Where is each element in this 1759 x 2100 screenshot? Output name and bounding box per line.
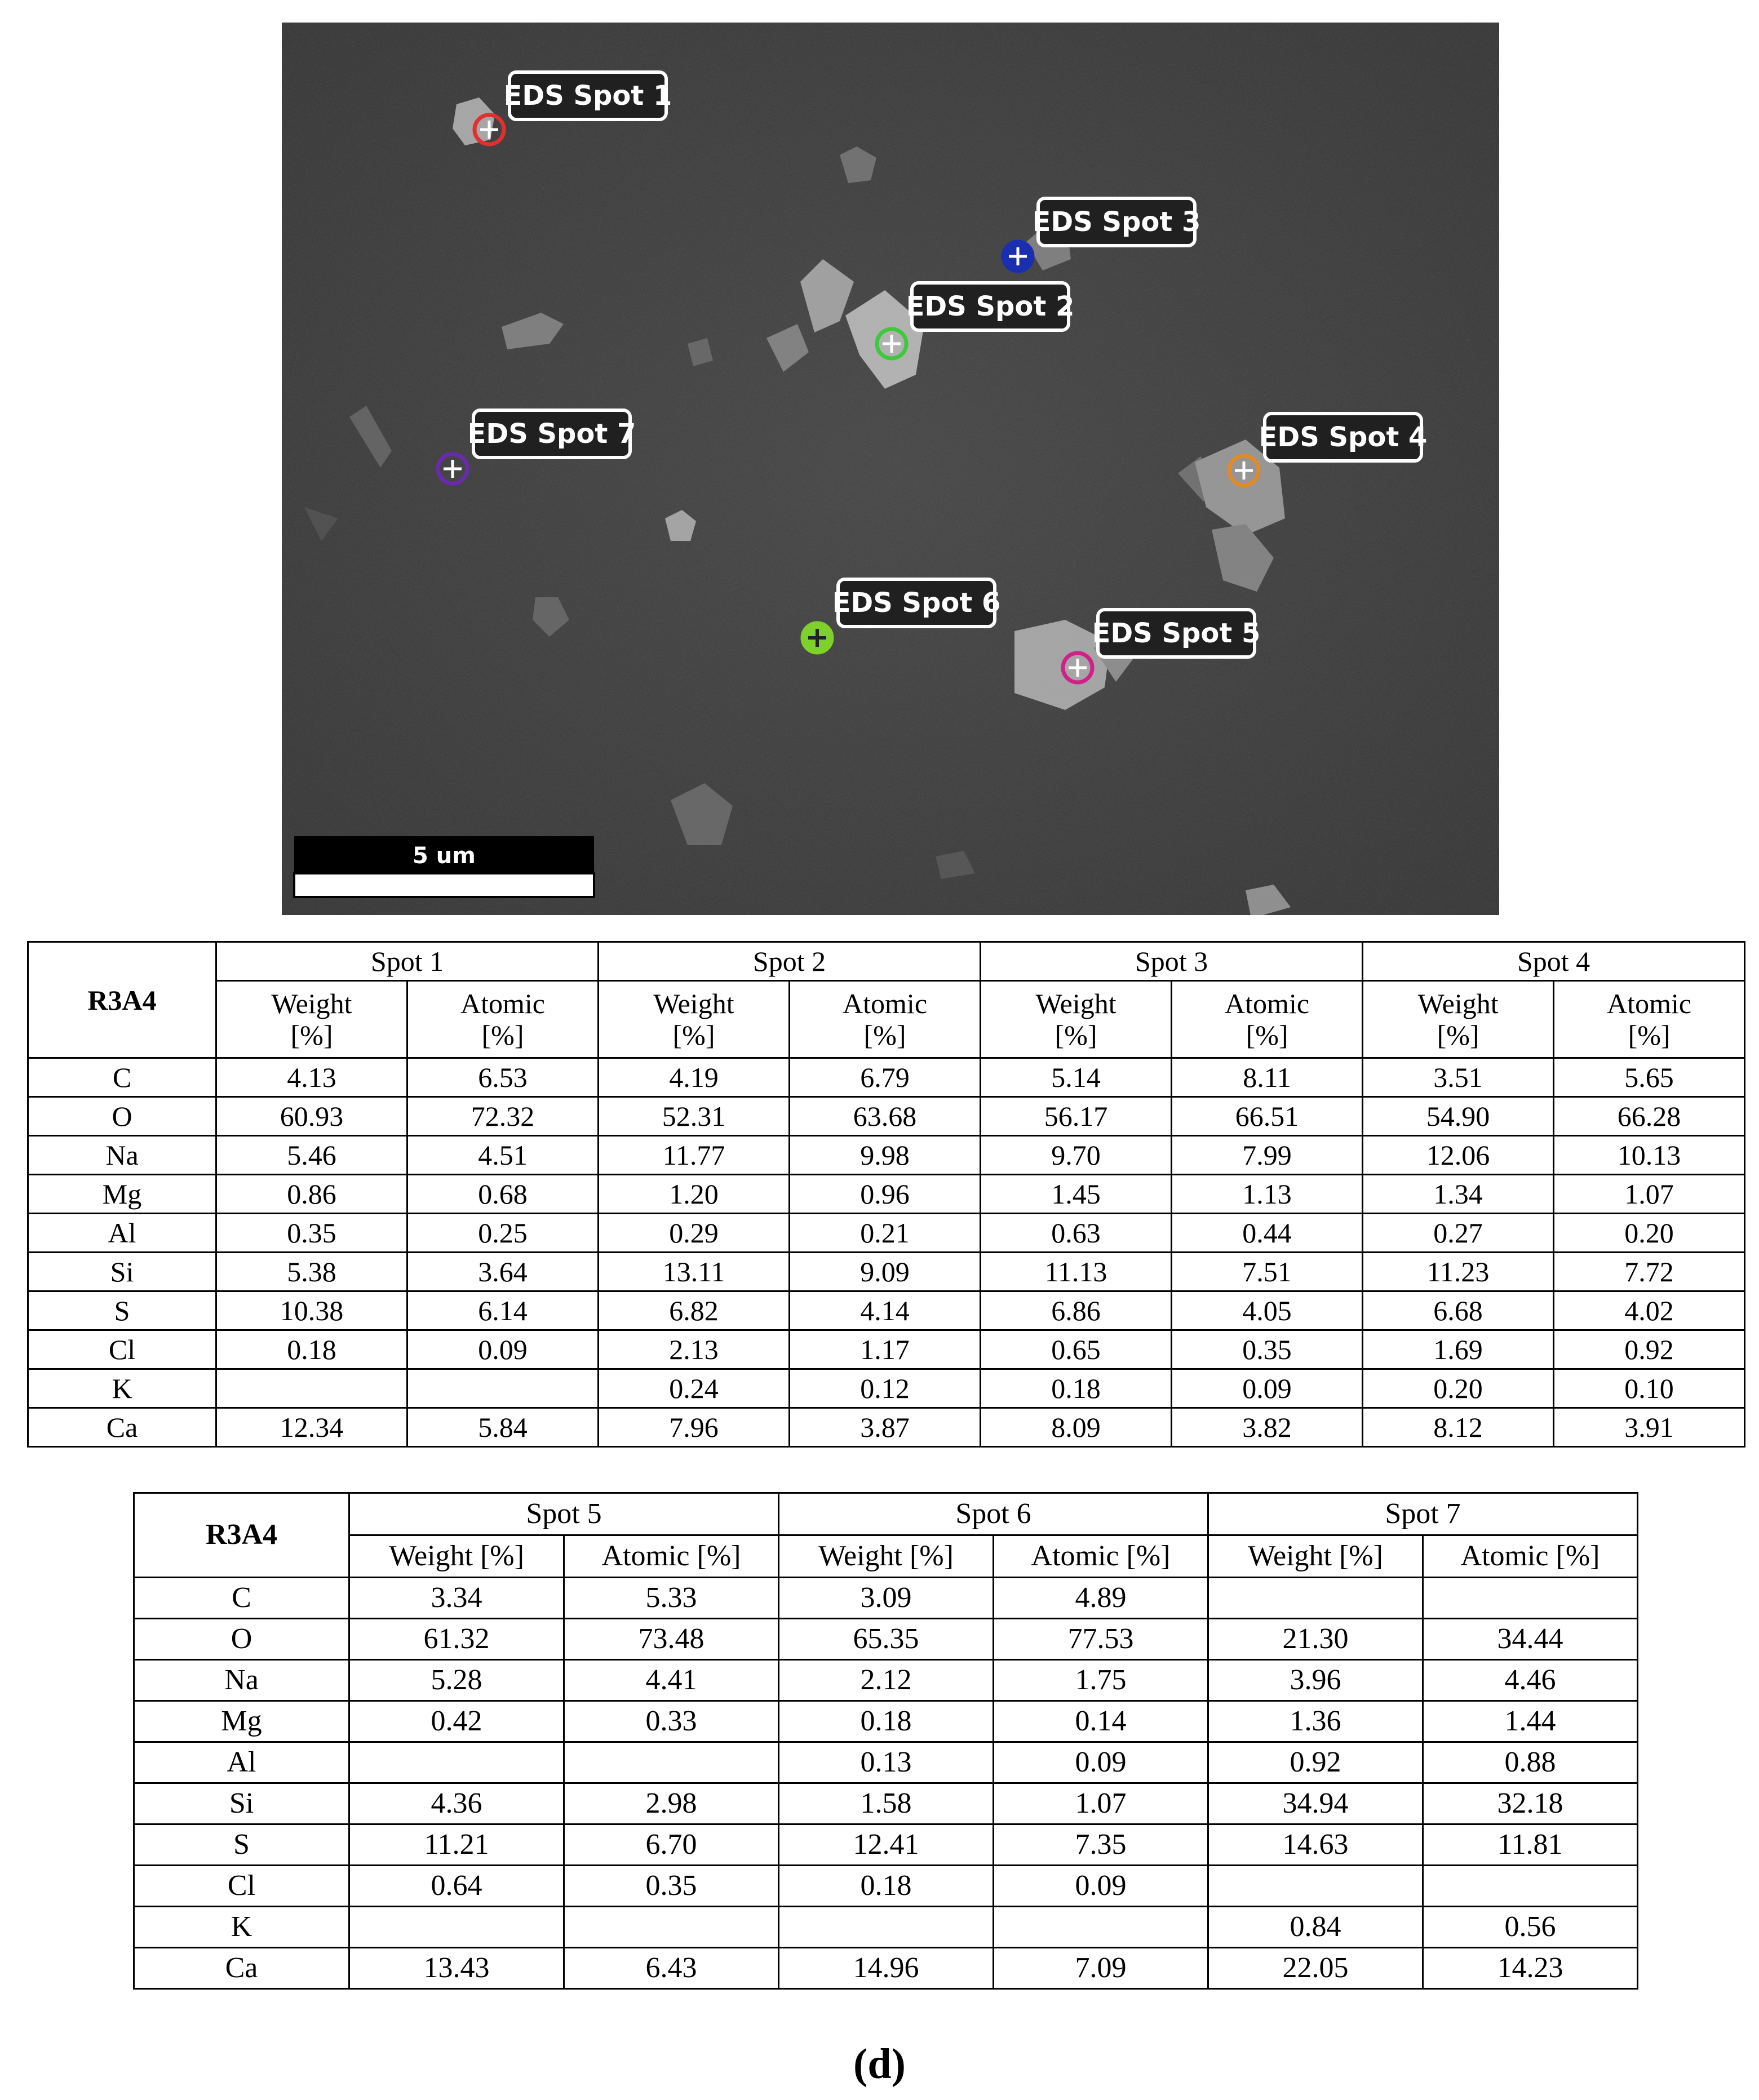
value-cell: 4.14 <box>790 1291 981 1330</box>
element-cell: Ca <box>28 1408 216 1447</box>
element-cell: O <box>28 1097 216 1136</box>
element-cell: S <box>28 1291 216 1330</box>
value-cell: 0.18 <box>981 1369 1172 1408</box>
value-cell: 22.05 <box>1208 1948 1423 1989</box>
value-cell: 0.35 <box>1172 1330 1363 1369</box>
unit-header: Weight [%] <box>1363 981 1554 1058</box>
table-row <box>28 1175 1745 1214</box>
value-cell: 2.13 <box>599 1330 790 1369</box>
value-cell: 3.91 <box>1554 1408 1745 1447</box>
value-cell: 0.92 <box>1554 1330 1745 1369</box>
value-cell <box>564 1742 779 1783</box>
value-cell <box>1208 1866 1423 1907</box>
value-cell: 11.13 <box>981 1253 1172 1291</box>
unit-header: Atomic [%] <box>994 1535 1208 1578</box>
unit-header: Atomic [%] <box>1554 981 1745 1058</box>
table-row <box>134 1701 1638 1742</box>
value-cell: 3.34 <box>349 1578 564 1619</box>
value-cell: 0.29 <box>599 1214 790 1253</box>
table-row <box>28 1330 1745 1369</box>
table-row <box>28 1214 1745 1253</box>
value-cell <box>994 1907 1208 1948</box>
value-cell: 34.94 <box>1208 1783 1423 1824</box>
value-cell: 2.98 <box>564 1783 779 1824</box>
spot-label-text: EDS Spot 1 <box>503 80 672 112</box>
table-row <box>28 1291 1745 1330</box>
value-cell: 13.11 <box>599 1253 790 1291</box>
scale-bar <box>294 836 594 897</box>
value-cell: 14.96 <box>779 1948 994 1989</box>
table-row <box>134 1578 1638 1619</box>
value-cell: 1.20 <box>599 1175 790 1214</box>
value-cell: 4.51 <box>407 1136 599 1175</box>
table-row <box>28 1408 1745 1447</box>
value-cell: 7.09 <box>994 1948 1208 1989</box>
value-cell: 2.12 <box>779 1660 994 1701</box>
value-cell: 66.51 <box>1172 1097 1363 1136</box>
table-row <box>28 1369 1745 1408</box>
value-cell: 6.43 <box>564 1948 779 1989</box>
sem-micrograph <box>282 23 1499 915</box>
value-cell: 0.33 <box>564 1701 779 1742</box>
unit-header: Weight [%] <box>599 981 790 1058</box>
value-cell: 14.63 <box>1208 1824 1423 1866</box>
value-cell <box>1208 1578 1423 1619</box>
spot-label-1 <box>504 72 672 119</box>
table-row <box>28 1097 1745 1136</box>
value-cell: 4.19 <box>599 1058 790 1097</box>
value-cell: 3.82 <box>1172 1408 1363 1447</box>
eds-table-spots-5-7 <box>133 1492 1638 1990</box>
value-cell: 32.18 <box>1423 1783 1638 1824</box>
spot-header: Spot 1 <box>216 942 599 981</box>
value-cell: 0.88 <box>1423 1742 1638 1783</box>
value-cell: 7.35 <box>994 1824 1208 1866</box>
value-cell: 1.69 <box>1363 1330 1554 1369</box>
figure-caption: (d) <box>853 2040 906 2088</box>
unit-header: Atomic [%] <box>790 981 981 1058</box>
value-cell: 10.38 <box>216 1291 407 1330</box>
value-cell: 54.90 <box>1363 1097 1554 1136</box>
value-cell: 1.07 <box>994 1783 1208 1824</box>
value-cell <box>216 1369 407 1408</box>
value-cell: 6.70 <box>564 1824 779 1866</box>
value-cell: 4.13 <box>216 1058 407 1097</box>
value-cell: 5.65 <box>1554 1058 1745 1097</box>
sem-noise <box>282 23 1499 915</box>
value-cell: 5.33 <box>564 1578 779 1619</box>
value-cell: 65.35 <box>779 1619 994 1660</box>
element-cell: Mg <box>28 1175 216 1214</box>
table-row <box>28 1058 1745 1097</box>
unit-header: Weight [%] <box>779 1535 994 1578</box>
value-cell: 9.70 <box>981 1136 1172 1175</box>
spot-header: Spot 3 <box>981 942 1363 981</box>
spot-label-text: EDS Spot 5 <box>1092 618 1261 649</box>
value-cell: 4.41 <box>564 1660 779 1701</box>
value-cell: 5.28 <box>349 1660 564 1701</box>
value-cell: 12.06 <box>1363 1136 1554 1175</box>
value-cell: 5.14 <box>981 1058 1172 1097</box>
value-cell: 0.20 <box>1363 1369 1554 1408</box>
value-cell: 0.09 <box>1172 1369 1363 1408</box>
value-cell: 0.56 <box>1423 1907 1638 1948</box>
element-cell: Cl <box>28 1330 216 1369</box>
value-cell <box>407 1369 599 1408</box>
element-cell: C <box>28 1058 216 1097</box>
value-cell: 0.84 <box>1208 1907 1423 1948</box>
table-row <box>134 1660 1638 1701</box>
table-row <box>134 1907 1638 1948</box>
value-cell: 6.86 <box>981 1291 1172 1330</box>
table-row <box>134 1742 1638 1783</box>
spot-label-6 <box>832 579 1001 627</box>
table-corner-label: R3A4 <box>28 942 216 1058</box>
value-cell: 3.09 <box>779 1578 994 1619</box>
value-cell: 1.36 <box>1208 1701 1423 1742</box>
value-cell: 4.02 <box>1554 1291 1745 1330</box>
value-cell: 1.44 <box>1423 1701 1638 1742</box>
spot-label-text: EDS Spot 2 <box>906 291 1075 322</box>
value-cell: 11.81 <box>1423 1824 1638 1866</box>
value-cell: 0.14 <box>994 1701 1208 1742</box>
value-cell: 0.68 <box>407 1175 599 1214</box>
spot-marker-3 <box>1003 242 1033 271</box>
value-cell: 7.99 <box>1172 1136 1363 1175</box>
element-cell: Na <box>28 1136 216 1175</box>
value-cell: 0.13 <box>779 1742 994 1783</box>
unit-header: Weight [%] <box>981 981 1172 1058</box>
table-row <box>134 1948 1638 1989</box>
value-cell: 11.21 <box>349 1824 564 1866</box>
value-cell: 6.53 <box>407 1058 599 1097</box>
value-cell: 13.43 <box>349 1948 564 1989</box>
value-cell: 0.27 <box>1363 1214 1554 1253</box>
value-cell: 0.35 <box>564 1866 779 1907</box>
value-cell: 12.34 <box>216 1408 407 1447</box>
element-cell: Si <box>134 1783 349 1824</box>
value-cell: 21.30 <box>1208 1619 1423 1660</box>
value-cell: 63.68 <box>790 1097 981 1136</box>
value-cell: 0.92 <box>1208 1742 1423 1783</box>
eds-table-spots-1-4 <box>27 941 1745 1448</box>
unit-header: Weight [%] <box>216 981 407 1058</box>
value-cell: 10.13 <box>1554 1136 1745 1175</box>
element-cell: K <box>28 1369 216 1408</box>
value-cell <box>564 1907 779 1948</box>
value-cell: 66.28 <box>1554 1097 1745 1136</box>
value-cell <box>1423 1866 1638 1907</box>
element-cell: S <box>134 1824 349 1866</box>
element-cell: Al <box>28 1214 216 1253</box>
value-cell: 1.13 <box>1172 1175 1363 1214</box>
value-cell: 14.23 <box>1423 1948 1638 1989</box>
value-cell: 52.31 <box>599 1097 790 1136</box>
spot-label-text: EDS Spot 4 <box>1259 421 1428 453</box>
table-corner-label: R3A4 <box>134 1493 349 1578</box>
value-cell <box>779 1907 994 1948</box>
spot-header: Spot 5 <box>349 1493 779 1535</box>
unit-header: Atomic [%] <box>1423 1535 1638 1578</box>
value-cell: 4.05 <box>1172 1291 1363 1330</box>
value-cell: 11.77 <box>599 1136 790 1175</box>
value-cell: 4.46 <box>1423 1660 1638 1701</box>
value-cell: 5.38 <box>216 1253 407 1291</box>
value-cell: 0.44 <box>1172 1214 1363 1253</box>
element-cell: K <box>134 1907 349 1948</box>
value-cell: 1.45 <box>981 1175 1172 1214</box>
value-cell: 0.20 <box>1554 1214 1745 1253</box>
value-cell: 11.23 <box>1363 1253 1554 1291</box>
element-cell: C <box>134 1578 349 1619</box>
value-cell: 0.09 <box>407 1330 599 1369</box>
unit-header: Weight [%] <box>1208 1535 1423 1578</box>
value-cell: 1.34 <box>1363 1175 1554 1214</box>
sem-image-canvas <box>282 23 1499 915</box>
value-cell: 0.63 <box>981 1214 1172 1253</box>
table-row <box>28 1136 1745 1175</box>
value-cell: 0.10 <box>1554 1369 1745 1408</box>
spot-label-4 <box>1259 414 1428 461</box>
table-row <box>134 1619 1638 1660</box>
value-cell: 6.14 <box>407 1291 599 1330</box>
value-cell: 3.96 <box>1208 1660 1423 1701</box>
value-cell: 0.24 <box>599 1369 790 1408</box>
element-cell: Al <box>134 1742 349 1783</box>
unit-header: Weight [%] <box>349 1535 564 1578</box>
spot-label-text: EDS Spot 7 <box>467 418 636 450</box>
spot-header: Spot 2 <box>599 942 981 981</box>
value-cell: 8.11 <box>1172 1058 1363 1097</box>
value-cell: 6.79 <box>790 1058 981 1097</box>
value-cell: 1.58 <box>779 1783 994 1824</box>
value-cell: 3.64 <box>407 1253 599 1291</box>
value-cell: 7.72 <box>1554 1253 1745 1291</box>
value-cell: 0.86 <box>216 1175 407 1214</box>
element-cell: Mg <box>134 1701 349 1742</box>
value-cell <box>349 1742 564 1783</box>
value-cell: 0.96 <box>790 1175 981 1214</box>
spot-label-7 <box>468 410 636 458</box>
value-cell: 3.51 <box>1363 1058 1554 1097</box>
value-cell: 0.25 <box>407 1214 599 1253</box>
value-cell: 12.41 <box>779 1824 994 1866</box>
value-cell <box>349 1907 564 1948</box>
value-cell: 7.96 <box>599 1408 790 1447</box>
unit-header: Atomic [%] <box>564 1535 779 1578</box>
table-row <box>134 1824 1638 1866</box>
value-cell <box>1423 1578 1638 1619</box>
value-cell: 0.65 <box>981 1330 1172 1369</box>
value-cell: 0.09 <box>994 1866 1208 1907</box>
element-cell: Cl <box>134 1866 349 1907</box>
element-cell: Na <box>134 1660 349 1701</box>
value-cell: 0.35 <box>216 1214 407 1253</box>
value-cell: 3.87 <box>790 1408 981 1447</box>
element-cell: Ca <box>134 1948 349 1989</box>
value-cell: 0.09 <box>994 1742 1208 1783</box>
value-cell: 8.09 <box>981 1408 1172 1447</box>
value-cell: 34.44 <box>1423 1619 1638 1660</box>
value-cell: 9.09 <box>790 1253 981 1291</box>
table-row <box>134 1783 1638 1824</box>
element-cell: O <box>134 1619 349 1660</box>
table-row <box>28 1253 1745 1291</box>
value-cell: 0.18 <box>779 1701 994 1742</box>
value-cell: 56.17 <box>981 1097 1172 1136</box>
value-cell: 72.32 <box>407 1097 599 1136</box>
value-cell: 73.48 <box>564 1619 779 1660</box>
value-cell: 4.36 <box>349 1783 564 1824</box>
value-cell: 0.18 <box>779 1866 994 1907</box>
spot-label-text: EDS Spot 6 <box>832 587 1001 619</box>
spot-header: Spot 4 <box>1363 942 1745 981</box>
spot-label-5 <box>1092 610 1261 657</box>
spot-label-text: EDS Spot 3 <box>1032 206 1201 238</box>
value-cell: 60.93 <box>216 1097 407 1136</box>
table-row <box>134 1866 1638 1907</box>
spot-header: Spot 6 <box>779 1493 1208 1535</box>
value-cell: 5.84 <box>407 1408 599 1447</box>
value-cell: 1.07 <box>1554 1175 1745 1214</box>
value-cell: 0.18 <box>216 1330 407 1369</box>
spot-label-3 <box>1033 198 1201 246</box>
scale-bar-label: 5 um <box>413 843 476 869</box>
value-cell: 8.12 <box>1363 1408 1554 1447</box>
value-cell: 0.21 <box>790 1214 981 1253</box>
element-cell: Si <box>28 1253 216 1291</box>
value-cell: 5.46 <box>216 1136 407 1175</box>
value-cell: 61.32 <box>349 1619 564 1660</box>
value-cell: 0.12 <box>790 1369 981 1408</box>
value-cell: 1.17 <box>790 1330 981 1369</box>
value-cell: 0.42 <box>349 1701 564 1742</box>
unit-header: Atomic [%] <box>1172 981 1363 1058</box>
value-cell: 6.68 <box>1363 1291 1554 1330</box>
spot-label-2 <box>906 283 1075 330</box>
spot-header: Spot 7 <box>1208 1493 1638 1535</box>
value-cell: 77.53 <box>994 1619 1208 1660</box>
value-cell: 9.98 <box>790 1136 981 1175</box>
value-cell: 0.64 <box>349 1866 564 1907</box>
value-cell: 6.82 <box>599 1291 790 1330</box>
value-cell: 7.51 <box>1172 1253 1363 1291</box>
unit-header: Atomic [%] <box>407 981 599 1058</box>
value-cell: 4.89 <box>994 1578 1208 1619</box>
spot-marker-6 <box>803 623 832 652</box>
value-cell: 1.75 <box>994 1660 1208 1701</box>
